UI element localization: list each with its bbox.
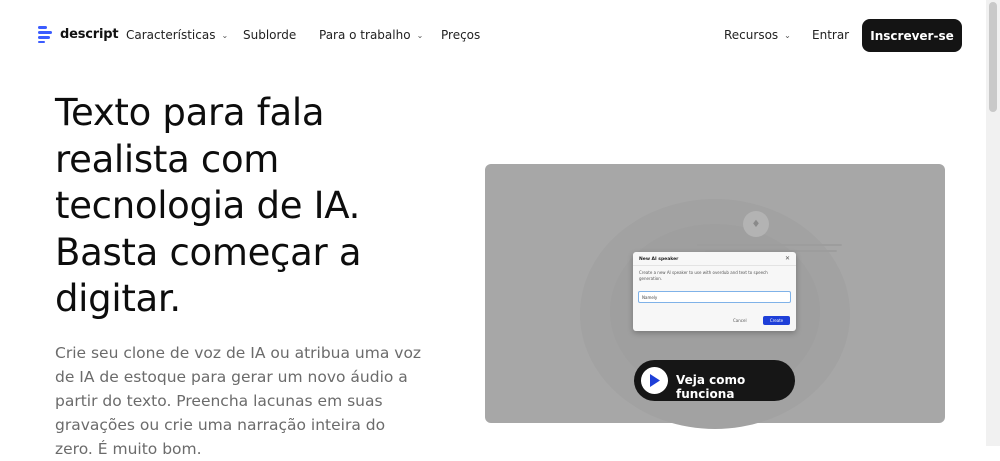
title-line: digitar. [55,277,181,320]
nav-item-label: Preços [441,28,481,42]
nav-item-pricing[interactable] [441,28,480,42]
nav-item-features[interactable] [126,28,228,42]
title-line: Texto para fala [55,91,325,134]
nav-item-resources[interactable] [724,28,791,42]
dialog-cancel-button[interactable]: Cancel [733,318,747,323]
top-nav [0,0,1000,70]
divider [633,265,796,266]
hero-description: Crie seu clone de voz de IA ou atribua uma voz de IA de estoque para gerar um novo áudio a partir do texto. Preencha lacunas em suas gravações ou crie uma narração inteira do zero. É muito bom. [55,344,422,458]
chevron-down-icon: ⌄ [221,30,229,40]
speaker-placeholder-icon: ♦ [743,211,769,237]
video-preview[interactable] [485,164,945,423]
placeholder-line [697,244,842,246]
logo-text: descript [60,26,119,42]
login-link[interactable] [812,28,849,42]
close-icon[interactable]: ✕ [784,255,790,262]
dialog-text: Create a new AI speaker to use with overdub and text to speech generation. [639,270,768,281]
dialog-title: New AI speaker [639,257,679,262]
signup-button[interactable]: Inscrever-se [862,19,962,52]
nav-item-for-work[interactable] [319,28,423,42]
title-line: realista com [55,137,280,181]
speaker-name-input[interactable]: Namely [638,291,791,303]
watch-video-label: Veja como funciona [676,373,746,401]
descript-logo-icon [38,25,54,43]
title-line: Basta começar a [55,230,362,274]
new-ai-speaker-dialog [633,252,796,331]
scrollbar-thumb[interactable] [989,2,997,112]
login-label: Entrar [812,28,850,42]
watch-video-button[interactable] [634,360,795,401]
chevron-down-icon: ⌄ [416,30,424,40]
nav-item-label: Características [126,28,216,42]
nav-item-sublorde[interactable] [243,28,296,42]
title-line: tecnologia de IA. [55,184,361,227]
nav-item-label: Sublorde [243,28,297,42]
page-title [55,90,455,323]
scrollbar[interactable] [986,0,1000,446]
nav-item-label: Recursos [724,28,779,42]
nav-item-label: Para o trabalho [319,28,411,42]
dialog-create-button[interactable]: Create [763,316,790,325]
logo[interactable] [38,25,118,43]
play-icon [641,367,668,394]
chevron-down-icon: ⌄ [784,30,791,40]
